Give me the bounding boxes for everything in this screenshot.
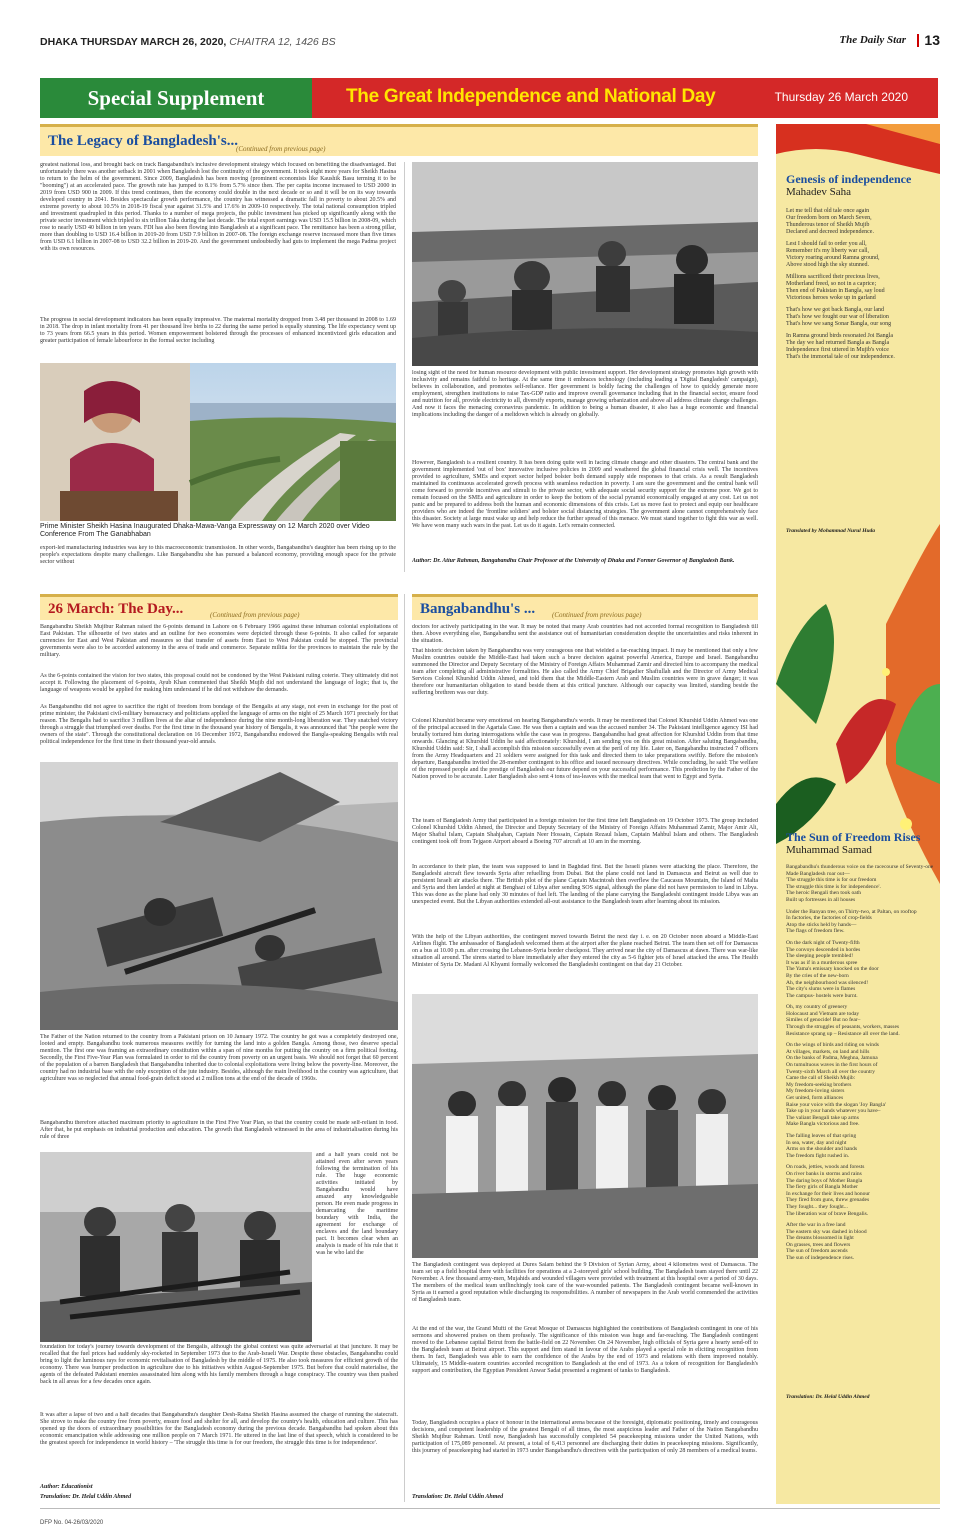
bangabandhu-paragraph-1: doctors for actively participating in the war. It may be noted that many Arab countries had not accorded formal recognition to Bangladesh till then. Above everything else, Bangabandhu sent the assistance out of humanitarian consideration despite the uncertainties and risks inherent in the situation. [412, 624, 758, 644]
banner-red-panel [312, 78, 938, 118]
bangabandhu-paragraph-3: Colonel Khurshid became very emotional on hearing Bangabandhu's words. It may be mentioned that Colonel Khurshid Uddin Ahmed was one of the principal accused in the Agartala Case. He was then a captain and was the accused number 34. The Pakistani intelligence agency ISI had brutally tortured him during interrogations while the case was in progress. Bangabandhu had great affection for Khurshid Uddin from that time onwards. Glancing at Khurshid Uddin he said affectionately: Khurshid, I am sending you on this great mission. After saluting Bangabandhu, Khurshid Uddin said: Sir, I shall accomplish this mission successfully even at the peril of my life. Later on, Bangabandhu instructed 7 officers from the Army Headquarters and 21 soldiers were assigned for this task and directed them to take preparations swiftly. Before the mission's departure, Bangabandhu invited the 28-member contingent to his office and issued necessary directives. While concluding, he said: The welfare of the repressed people and the prestige of Bangladesh our future depend on your successful performance. This prediction by the Father of the Nation proved to be accurate. Later Bangladesh also sent 4 tons of tea-leaves with the medical team that went to Egypt and Syria. [412, 718, 758, 780]
footer-rule [40, 1508, 940, 1509]
bangabandhu-paragraph-4: The team of Bangladesh Army that participated in a foreign mission for the first time left Bangladesh on 19 October 1973. The group included Colonel Khurshid Uddin Ahmed, the Director and Deputy Secretary of the Ministry of Foreign Affairs Muhammad Zamir, Major Amir Ali, Major Shafiul Islam, Captain Shahjahan, Captain Neer Hossain, Captain Rezaul Islam, Captain Mahbul Islam and others. The Bangladesh contingent took off from Tejgaon Airport aboard a Boeing 707 aircraft at 10 am in the morning. [412, 818, 758, 845]
march-paragraph-1: Bangabandhu Sheikh Mujibur Rahman raised the 6-points demand in Lahore on 6 February 1966 against these inhuman colonial exploitations of East Pakistan. The silhouette of two states and an outline for two economies were depicted through these 6-points. It also called for separate currencies for East and West Pakistan and measures so that transfer of assets from East to West Pakistan could be stopped. The provincial governments were also to be accorded autonomy in the area of trade and commerce. Separate militia for the provinces to maintain the rule by the military. [40, 624, 398, 658]
legacy-paragraph-1: greatest national loss, and brought back on track Bangabandhu's inclusive development strategy which focused on benefiting the disadvantaged. But unfortunately there was another setback in 2001 when Bangladesh lost the continuity of the government. It took eight more years for Sheikh Hasina to return to the helm of the government. Since 2009, Bangladesh has been moving (prominent economists like Kaushik Basu terming it to be "booming") at an accelerated pace. The growth rate has jumped to 8.1% from 5.7% since then. The per capita income increased to USD 2000 in 2019 from USD 900 in 2009. If this trend continues, then the economy could double in the next decade or so and it will be on its way towards developed country in 2041. Besides spectacular growth performance, the country has witnessed a dramatic fall in poverty to about 20.5% and extreme poverty to about 10.5% in 2018-19 fiscal year against 31.5% and 17.6% in 2009-10 respectively. The total national consumption tripled and investment quadrupled in this period. Thanks to a number of mega projects, the public investment has picked up significantly along with the private sector investment which tripled to six trillion Taka during the last decade. The total export earnings was USD 15.5 billion in 2008-09, which rose to nearly USD 40 billion in ten years. FDI has also been flowing into Bangladesh at a significant pace. The remittance has been a strong pillar, more than doubling to USD 16.4 billion in 2019-20 from USD 7.9 billion in 2007-08. The foreign exchange reserve increased more than five times from USD 6.1 billion in 2007-08 to USD 32.2 billion in 2019-20. And the government undoubtedly had guts to implement the mega Padma project with its own resources. [40, 162, 396, 252]
legacy-author: Author: Dr. Atiur Rahman, Bangabandhu Chair Professor at the University of Dhaka and Former Governor of Bangladesh Bank. [412, 558, 735, 564]
poem2-author: Muhammad Samad [786, 844, 872, 856]
poem2-stanza: Oh, my country of greenery Holocaust and Vietnam are today Similes of genocide! But no fear– Through the struggles of peasants, workers, masses Resistance sprang up – Resistance all over the land. [786, 1004, 900, 1037]
bangabandhu-paragraph-8: At the end of the war, the Grand Mufti of the Great Mosque of Damascus highlighted the contributions of Bangladesh contingent in one of his sermons and showered praises on them profusely. The significance of this mission was huge and far-reaching. The Bangladesh contingent moved to the Lebanese capital Beirut from the battle-field on 22 November. On 24 November, high officials of Syria gave a hearty send-off to the Bangladesh team at Beirut airport. This support and firm stand in favour of the Arabs played a special role in eliciting recognition from them. In fact, Bangladesh was able to earn the confidence of the Arabs by the end of 1973 and relations with them improved notably. Ultimately, 15 Middle-eastern countries accorded recognition to Bangladesh at the end of 1973. As a token of recognition for Bangladesh's support and contribution, the Egyptian President Anwar Sadat presented a regiment of tanks to Bangladesh. [412, 1326, 758, 1374]
bangabandhu-paragraph-2: That historic decision taken by Bangabandhu was very courageous one that wielded a far-reaching impact. It may be mentioned that only a few Muslim countries outside the Middle-East had taken such a brave decision against powerful America, Europe and Israel. Bangabandhu summoned the Director and Deputy Secretary of the Ministry of Foreign Affairs Muhammad Zamir and directed him to accompany the medical team after completing all administrative formalities. He also called the Army Chief Brigadier Shafiullah and the Director of Army Medical Services Colonel Khurshid Uddin Ahmed, and told them that the Middle-Eastern Arab and Muslim countries were in grave danger; it was therefore our humanitarian obligation to stand beside them at this critical juncture. Although our capacity was limited, standing beside the suffering brethren was our duty. [412, 648, 758, 696]
poem2-title: The Sun of Freedom Rises [786, 830, 921, 844]
march-paragraph-7: foundation for today's journey towards development of the Bengalis, although the global context was quite adversarial at that juncture. It may be recalled that the fuel prices had suddenly sky-rocketed in September 1973 due to the Arab-Israeli War. Despite these obstacles, Bangabandhu could bring to light the luminous rays for economic revitalisation of Bangladesh by the middle of 1975. He also took measures for efficient growth of the economy. There was bumper production in agriculture due to his initiatives within August-September 1975. But before that could materialise, the agents of the defeated Pakistani enemies assassinated him along with his family members through a huge conspiracy. The country was then pushed back in all areas for a few decades once again. [40, 1344, 398, 1385]
supplement-banner [40, 78, 938, 118]
poem2-stanza: Under the Banyan tree, on Thirty-two, at Paltan, on rooftop In factories, the factories of crop-fields Atop the sticks held by hands— The flags of freedom flew. [786, 908, 917, 935]
section-header-bangabandhu [412, 594, 758, 620]
weapons-surrender-photo [40, 1152, 312, 1342]
poem1-stanza: Lest I should fail to order you all, Remember it's my liberty war call, Victory roaring around Ramna ground, Above stood high the sky stunned. [786, 241, 880, 268]
march-paragraph-4: The Father of the Nation returned to the country from a Pakistani prison on 10 January 1972. The country he got was a completely destroyed one, looted and empty. Bangabandhu took numerous measures swiftly for turning the land into a golden Bangla. Among those, two deserve special mention. The first one was framing an extraordinary constitution within a span of nine months for putting the country on a firm political footing. Secondly, the First Five-Year Plan was formulated in order to rid the country from poverty on an urgent basis. We should not forget that 60 percent of the population of a barren Bangladesh that Bangabandhu inherited due to colonial exploitations were living below the poverty-line. Moreover, the country had no industrial base with the only exception of the jute industry. Besides, although the main livelihood in the country was agriculture, that agriculture was so neglected that annual food-grain deficit stood at 2 million tons at the end of the decade of 1960s. [40, 1034, 398, 1082]
legacy-paragraph-3: export-led manufacturing industries was key to this macroeconomic transmission. In other words, Bangabandhu's daughter has been rising up to the people's expectations despite many challenges. Like Bangabandhu she has pursued a balanced economy, providing enough space for the private sector without [40, 545, 396, 565]
page-header [40, 34, 940, 50]
legacy-paragraph-2: The progress in social development indicators has been equally impressive. The maternal mortality dropped from 3.48 per thousand in 2008 to 1.69 in 2018. The drop in infant mortality from 41 per thousand live births to 22 during the same period is equally stunning. The life expectancy went up to 73 years from 66.5 years in this period. Women empowerment bolstered through the processes of enhanced incentivized girls education and greater participation of female labourforce in the formal sector including [40, 317, 396, 344]
column-divider [404, 594, 405, 1502]
poem2-stanza: After the war in a free land The eastern sky was dashed in blood The dreams blossomed in light On grasses, trees and flowers The sun of freedom ascends The sun of independence rises. [786, 1222, 867, 1262]
section-header-legacy [40, 124, 758, 156]
bangabandhu-paragraph-5: In accordance to their plan, the team was supposed to land in Baghdad first. But the Israeli planes were attacking the place. Therefore, the Bangladeshi aircraft flew towards Syria after refuelling from Dubai. But the plane could not land in Damascus and Beirut as well due to persistent Israeli air attacks there. The British pilot of the plane Captain Macintosh then overflew the Caucasus Mountain, the Island of Malta and Syria and then landed at night at Benghazi of Libya after sending SOS signal, although the plane did not have permission to land in Libya. This was done as the plane had only 30 minutes of fuel left. The landing of the plane carrying the Bangladeshi contingent inside Libya was an unexpected event. But the Libyan authorities extended all-out assistance to the Bangladesh team after learning about its mission. [412, 864, 758, 905]
issue-date: DHAKA THURSDAY MARCH 26, 2020, CHAITRA 12, 1426 BS [40, 36, 336, 48]
liberation-war-photo [40, 762, 398, 1030]
legacy-right-paragraph-2: However, Bangladesh is a resilient country. It has been doing quite well in facing climate change and other disasters. The central bank and the government implemented 'out of box' innovative inclusive policies in 2009 and weathered the global financial crisis well. The incentives provided to agriculture, SMEs and export sector helped bolster both demand supply side responses to that crisis. As a result Bangladesh maintained its continuous accelerated growth process with seamless reduction in poverty. I am sure the government and the central bank will come forward to provide incentives and stimuli to the private sector, with adequate social security support for the extreme poor. We got to remain focused on the SMEs and agriculture in order to keep the bottom of the social pyramid economically engaged at any cost. Let us not panic and be prepared to address both the human and economic dimensions of this crisis. Let us move fast to protect and equip our healthcare providers who are indeed the 'frontline soldiers' and bolster social distancing strategies. The government alone cannot comprehensively face this disaster. Society at large must wake up and help reduce the further spread of this menace. We must stand together to fight this war as well. We have won many such wars in the past. Let us do it again. Let's remain connected. [412, 460, 758, 529]
march-paragraph-2: As the 6-points contained the vision for two states, this proposal could not be condoned by the West Pakistani ruling coterie. They ultimately did not accept it. Following the placement of 6-points, Ayub Khan commented that Sheikh Mujib did not understand the language of logic; that is, the language of weapons would be applied for making him understand if he did not withdraw the demands. [40, 673, 398, 693]
banner-center-title: The Great Independence and National Day [346, 86, 716, 107]
poem1-stanza: In Ramna ground birds resonated Joi Bangla The day we had returned Bangla as Bangla Independence first uttered in Mujib's voice That's the immortal tale of our independence. [786, 333, 895, 360]
bangabandhu-paragraph-7: The Bangladesh contingent was deployed at Dures Salam behind the 9 Division of Syrian Army, about 4 kilometres west of Damascus. The team set up a field hospital there with facilities for operations at a 2-storeyed girls' school building. The Bangladesh team stayed there until 22 November. A few thousand army-men, Mujahids and wounded villagers were provided with treatment at this hospital over a period of 30 days. The members of the medical team unflinchingly took care of the war-wounded patients. The Bangladesh contingent became well-known in Syria as it earned a good reputation while discharging its responsibilities. A number of newspapers in the Arab world commended the activities of Bangladesh team. [412, 1262, 758, 1303]
legacy-right-paragraph-1: losing sight of the need for human resource development with public investment support. Her development strategy promotes high growth with inclusivity and remains faithful to heritage. At the same time it embraces technology (including leading a 'Digital Bangladesh' campaign), believes in collaboration, and promotes self-reliance. Her government is boldly facing the challenges of how to quickly generate more employment, strengthen institutions to raise Tax-GDP ratio and improve overall governance including that in the financial sector, ensure food and nutrition for all, provide electricity to all, diversify exports, manage growing urbanization and above all address climate change challenges. And now it faces the menacing coronavirus pandemic. In addition to being a human disaster, it also has a huge economic and financial implications including the danger of a meltdown which is already on globally. [412, 370, 758, 418]
section-title: 26 March: The Day... [48, 601, 184, 617]
march-translator: Translation: Dr. Helal Uddin Ahmed [40, 1494, 132, 1500]
poem1-stanza: Millions sacrificed their precious lives, Motherland freed, so not in a caprice; Then end of Pakistan in Bangla, say loud Victorious heroes woke up in garland [786, 274, 885, 301]
bangabandhu-paragraph-6: With the help of the Libyan authorities, the contingent moved towards Beirut the next day i. e. on 20 October noon aboard a Middle-East Airlines flight. The ambassador of Bangladesh welcomed them at the airport after the plane reached Beirut. The team then set off for Damascus on a bus at 10.00 p.m. after crossing the Lebanon-Syria border checkpost. They arrived near the city of Damascus at dawn. There was war-like situation all around. The sirens started to blare immediately after they entered the city as 5-6 fighter jets of Israel attacked the area. The Health Minister of Syria Dr. Madani Al Khyami formally welcomed the Bangladeshi contingent on that day 21 October. [412, 934, 758, 968]
march-author: Author: Educationist [40, 1484, 93, 1490]
medical-team-photo [412, 994, 758, 1258]
bangabandhu-paragraph-9: Today, Bangladesh occupies a place of honour in the international arena because of the foresight, diplomatic positioning, timely and courageous decisions, and competent leadership of the greatest Bengali of all times, the most auspicious leader and Father of the Nation Bangabandhu Sheikh Mujibur Rahman. Until now, Bangladesh has successfully completed 54 peacekeeping missions under the United Nations, with participation of 175,089 personnel. At present, a total of 6,413 personnel are discharging their duties in peacekeeping missions. Significantly, this journey of peacekeeping had started in 1973 under Bangabandhu's directives with the participation of only 28 members of a medical teams. [412, 1420, 758, 1454]
poem2-translator: Translation: Dr. Helal Uddin Ahmed [786, 1394, 870, 1400]
poem1-translator: Translated by Mohammad Nurul Huda [786, 528, 876, 534]
march-paragraph-3: As Bangabandhu did not agree to sacrifice the right of freedom from bondage of the Bengalis at any stage, not even in exchange for the post of prime minister, the Pakistani civil-military bureaucracy and politicians applied the language of arms on the night of 25 March 1971 precisely for that reason. The Bengalis had to sacrifice 3 million lives at the altar of independence during the nine month-long liberation war. They snatched victory through a struggle that triumphed over deaths. For the first time in the thousand year history of Bengalis, it was announced that "the people were the owners of the state". Through the constitutional declaration on 16 December 1972, Bangabandhu endowed the Bangla-speaking Bengalis with real political independence for the first time in their thousand year-old annals. [40, 704, 398, 745]
expressway-photo [40, 363, 396, 521]
poem2-body [786, 864, 938, 1267]
print-code: DFP No. 04-26/03/2020 [40, 1520, 104, 1526]
march-paragraph-6: and a half years could not be attained even after seven years following the termination of his rule. The huge economic activities initiated by Bangabandhu would have amazed any knowledgeable person. He even made progress in demarcating the maritime boundary with India, the agreement for exchange of enclaves and the land boundary pact. It becomes clear when an analysis is made of his rule that it was he who laid the [316, 1152, 398, 1256]
march-paragraph-5: Bangabandhu therefore attached maximum priority to agriculture in the First Five Year Plan, so that the country could be made self-reliant in food. After that, he put emphasis on industrial production and education. The growth that Bangladesh witnessed in the area of industrialisation during his rule of three [40, 1120, 398, 1140]
poem1-body [786, 208, 936, 366]
continued-note: (Continued from previous page) [210, 611, 300, 619]
section-title: Bangabandhu's ... [420, 601, 536, 617]
poem2-stanza: On the wings of birds and riding on winds At villages, markets, on land and hills On the banks of Padma, Meghna, Jamuna On tumultuous waves in the first hours of Twenty-sixth March all over the country Came the call of Sheikh Mujib: My freedom-seeking brothers My freedom-loving sisters Get united, form alliances Raise your voice with the slogan 'Joy Bangla' Take up in your hands whatever you have– The valiant Bengali take up arms Make Bangla victorious and free. [786, 1042, 886, 1128]
poem1-author: Mahadev Saha [786, 186, 852, 198]
column-divider [404, 162, 405, 572]
march-paragraph-8: It was after a lapse of two and a half decades that Bangabandhu's daughter Desh-Ratna Sheikh Hasina assumed the charge of running the statecraft. She strove to make the country free from poverty, ensure food and shelter for all, and develop the country's health, education and culture. This has opened up the doors of extraordinary possibilities for the Bangladesh economy during the previous decade. Bangabandhu had spoken about this economic emancipation while addressing one million people on 7 March 1971. He uttered in the last line of that speech, which is considered to be the greatest speech for independence in world history – 'The struggle this time is for our freedom, the struggle this time is for independence'. [40, 1412, 398, 1446]
poetry-sidebar [776, 124, 940, 1504]
section-title: The Legacy of Bangladesh's... [48, 133, 239, 149]
banner-date: Thursday 26 March 2020 [774, 90, 908, 104]
page-number: 13 [917, 32, 940, 48]
freedom-fighters-boat-photo [412, 162, 758, 366]
poem1-stanza: That's how we got back Bangla, our land That's how we fought our war of liberation That's how we sang Sonar Bangla, our song [786, 307, 892, 327]
poem1-title: Genesis of independence [786, 172, 912, 186]
section-header-26-march [40, 594, 398, 620]
photo-caption: Prime Minister Sheikh Hasina Inaugurated Dhaka-Mawa-Vanga Expressway on 12 March 2020 over Video Conference From The Ganabhaban [40, 523, 370, 538]
poem2-stanza: On the dark night of Twenty-fifth The convoys descended in hordes The sleeping people trembled! It was as if in a murderous spree The Yama's emissary knocked on the door By the cries of the new-born Ah, the neighbourhood was silenced! The city's slums were in flames The campus- hostels were burnt. [786, 939, 879, 999]
continued-note: (Continued from previous page) [552, 611, 642, 619]
poem1-stanza: Let me tell that old tale once again Our freedom born on March Seven, Thunderous tenor of Sheikh Mujib Declared and decreed independence. [786, 208, 874, 235]
bangabandhu-translator: Translation: Dr. Helal Uddin Ahmed [412, 1494, 504, 1500]
masthead-logo: The Daily Star [839, 34, 906, 46]
banner-left-title: Special Supplement [40, 78, 312, 118]
poem2-stanza: On roads, jetties, woods and forests On river banks in storms and rains The daring boys of Mother Bangla The fiery girls of Bangla Mother In exchange for their lives and honour They fired from guns, threw grenades They fought... they fought... The liberation war of brave Bengalis. [786, 1164, 870, 1217]
continued-note: (Continued from previous page) [236, 145, 326, 153]
poem2-stanza: Bangabandhu's thunderous voice on the racecourse of Seventy-one Made Bangladesh roar out— 'The struggle this time is for our freedom The struggle this time is for independence'. The heroic Bengali then took oath Built up fortresses in all houses [786, 864, 934, 903]
poem2-stanza: The falling leaves of that spring In sea, water, day and night Arms on the shoulder and hands The freedom fight rushed in. [786, 1132, 858, 1159]
